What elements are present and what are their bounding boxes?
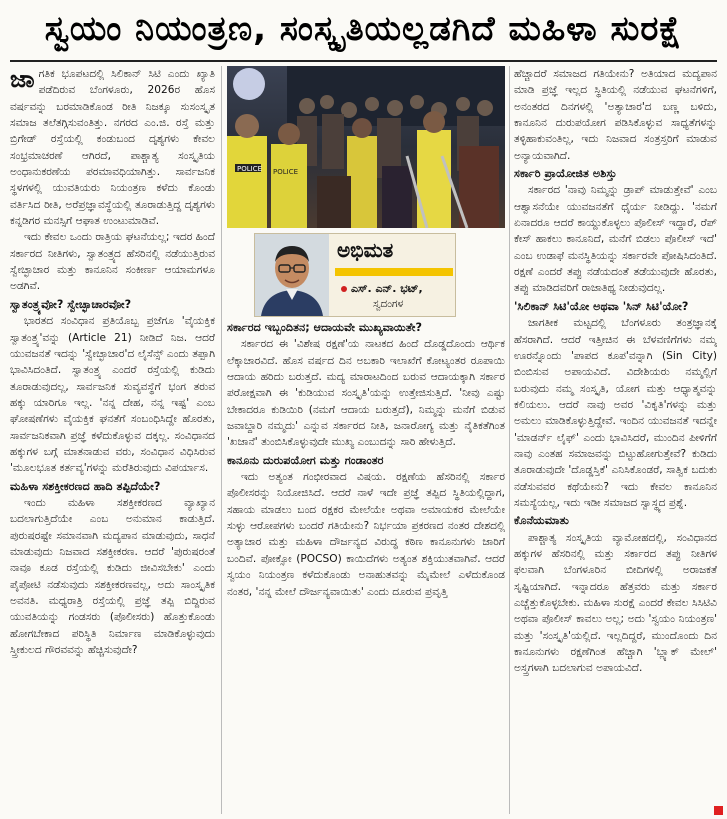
news-photo <box>227 66 505 228</box>
paragraph: ಸರ್ಕಾರದ ಈ 'ವಿಶೇಷ ರಕ್ಷಣೆ'ಯ ನಾಟಕದ ಹಿಂದೆ ದೊಡ್ಡದೊಂದು ಆರ್ಥಿಕ ಲೆಕ್ಕಾಚಾರವಿದೆ. ಹೊಸ ವರ್ಷದ ದಿನ ಅಬಕಾರಿ ಇಲಾಖೆಗೆ ಕೋಟ್ಯಂತರ ರೂಪಾಯಿ ಆದಾಯ ಹರಿದು ಬರುತ್ತದೆ. ಮದ್ಯ ಮಾರಾಟದಿಂದ ಬರುವ ಆದಾಯಕ್ಕಾಗಿ ಸರ್ಕಾರ ಪರೋಕ್ಷವಾಗಿ ಈ 'ಕುಡಿಯುವ ಸಂಸ್ಕೃತಿ'ಯನ್ನು ಉತ್ತೇಜಿಸುತ್ತಿದೆ. 'ನೀವು ಎಷ್ಟು ಬೇಕಾದರೂ ಕುಡಿಯಿರಿ (ನಮಗೆ ಆದಾಯ ಬರುತ್ತದೆ), ನಿಮ್ಮನ್ನು ಮನೆಗೆ ಬಿಡುವ ಜವಾಬ್ದಾರಿ ನಮ್ಮದು' ಎನ್ನುವ ಸರ್ಕಾರದ ನೀತಿ, ಜನಾರೋಗ್ಯ ಮತ್ತು ನೈತಿಕತೆಗಿಂತ 'ಖಜಾನೆ' ತುಂಬಿಸಿಕೊಳ್ಳುವುದೇ ಮುಖ್ಯ ಎಂಬುದನ್ನು ಸಾರಿ ಹೇಳುತ್ತಿದೆ. <box>227 338 505 449</box>
paragraph: ಜಾಗತಿಕ ಭೂಪಟದಲ್ಲಿ ಸಿಲಿಕಾನ್ ಸಿಟಿ ಎಂದು ಖ್ಯಾತಿ ಪಡೆದಿರುವ ಬೆಂಗಳೂರು, 2026ರ ಹೊಸ ವರ್ಷವನ್ನು ಬರಮಾಡಿಕೊಂಡ ರೀತಿ ನಿಜಕ್ಕೂ ಸುಸಂಸ್ಕೃತ ಸಮಾಜ ತಲೆತಗ್ಗಿಸುವಂತಿತ್ತು. ನಗರದ ಎಂ.ಜಿ. ರಸ್ತೆ ಮತ್ತು ಬ್ರಿಗೇಡ್ ರಸ್ತೆಯಲ್ಲಿ ಕಂಡುಬಂದ ದೃಶ್ಯಗಳು ಕೇವಲ ಸಂಭ್ರಮಾಚರಣೆ ಆಗಿರದೆ, ಪಾಶ್ಚಾತ್ಯ ಸಂಸ್ಕೃತಿಯ ಅಂಧಾನುಕರಣೆಯ ಪರಮಾವಧಿಯಾಗಿತ್ತು. ಸಾರ್ವಜನಿಕ ಸ್ಥಳಗಳಲ್ಲಿ ಯುವತಿಯರು ನಿಯಂತ್ರಣ ಕಳೆದು ಕೊಂಡು ವರ್ತಿಸಿದ ರೀತಿ, ಅರೆಪ್ರಜ್ಞಾವಸ್ಥೆಯಲ್ಲಿ ತೂರಾಡುತ್ತಿದ್ದ ದೃಶ್ಯಗಳು ಕನ್ನಡಿಗರ ಮನಸ್ಸಿಗೆ ಆಘಾತ ಉಂಟುಮಾಡಿವೆ. <box>10 66 215 228</box>
article-column-1 <box>10 66 215 814</box>
svg-text:POLICE: POLICE <box>273 168 299 176</box>
column-divider <box>221 66 222 814</box>
headline: ಸ್ವಯಂ ನಿಯಂತ್ರಣ, ಸಂಸ್ಕೃತಿಯಲ್ಲಡಗಿದೆ ಮಹಿಳಾ ಸುರಕ್ಷೆ <box>44 9 683 49</box>
author-location: ಸ್ವದಂಗಳ <box>373 298 404 310</box>
paragraph: ಇದು ಕೇವಲ ಒಂದು ರಾತ್ರಿಯ ಘಟನೆಯಲ್ಲ; ಇದರ ಹಿಂದೆ ಸರ್ಕಾರದ ನೀತಿಗಳು, ಸ್ವಾತಂತ್ರ್ಯದ ಹೆಸರಿನಲ್ಲಿ ನಡೆಯುತ್ತಿರುವ ಸ್ವೇಚ್ಛಾಚಾರ ಮತ್ತು ಕಾನೂನಿನ ಸಂಕೀರ್ಣ ಆಯಾಮಗಳೂ ಅಡಗಿವೆ. <box>10 231 215 293</box>
paragraph: ಇಂದು ಮಹಿಳಾ ಸಶಕ್ತೀಕರಣದ ವ್ಯಾಖ್ಯಾನ ಬದಲಾಗುತ್ತಿದೆಯೇ ಎಂಬ ಅನುಮಾನ ಕಾಡುತ್ತಿದೆ. ಪುರುಷರಷ್ಟೇ ಸಮಾನವಾಗಿ ಮದ್ಯಪಾನ ಮಾಡುವುದು, ಸಾಧನೆ ಮಾಡುವುದು ನಿಜವಾದ ಸಶಕ್ತೀಕರಣ. ಆದರೆ 'ಪುರುಷರಂತೆ ನಾವೂ ಕೂಡ ರಸ್ತೆಯಲ್ಲಿ ಕುಡಿದು ಜೀವಿಸಬೇಕು' ಎಂದು ಪೈಪೋಟಿ ನಡೆಸುವುದು ಸಶಕ್ತೀಕರಣವಲ್ಲ, ಅದು ಸಾಂಸ್ಕೃತಿಕ ಅವನತಿ. ಮಧ್ಯರಾತ್ರಿ ರಸ್ತೆಯಲ್ಲಿ ಪ್ರಜ್ಞೆ ತಪ್ಪಿ ಬಿದ್ದಿರುವ ಯುವತಿಯನ್ನು ಗಂಡಸರು (ಪೊಲೀಸರು) ಹೊತ್ತುಕೊಂಡು ಹೋಗಬೇಕಾದ ಪರಿಸ್ಥಿತಿ ನಿರ್ಮಾಣ ಮಾಡಿಕೊಳ್ಳುವುದು ಸ್ತ್ರೀಕುಲದ ಗೌರವವನ್ನು ಹೆಚ್ಚಿಸುವುದೇ? <box>10 496 215 657</box>
paragraph: ಭಾರತದ ಸಂವಿಧಾನ ಪ್ರತಿಯೊಬ್ಬ ಪ್ರಜೆಗೂ 'ವೈಯಕ್ತಿಕ ಸ್ವಾತಂತ್ರ್ಯ'ವನ್ನು (Article 21) ನೀಡಿದೆ ನಿಜ. ಆದರೆ ಯುವಜನತೆ ಇದನ್ನು 'ಸ್ವೇಚ್ಛಾಚಾರ'ದ ಲೈಸೆನ್ಸ್ ಎಂದು ತಪ್ಪಾಗಿ ಭಾವಿಸಿದಂತಿದೆ. ಸ್ವಾತಂತ್ರ್ಯ ಎಂದರೆ ರಸ್ತೆಯಲ್ಲಿ ಕುಡಿದು ತೂರಾಡುವುದಲ್ಲ, ಸಾರ್ವಜನಿಕ ಸುವ್ಯವಸ್ಥೆಗೆ ಭಂಗ ತರುವ ಹಕ್ಕು ಯಾರಿಗೂ ಇಲ್ಲ. 'ನನ್ನ ದೇಹ, ನನ್ನ ಇಷ್ಟ' ಎಂಬ ಘೋಷಣೆಗಳು ವೈಯಕ್ತಿಕ ಘನತೆಗೆ ಸಂಬಂಧಿಸಿದ್ದೇ ಹೊರತು, ಸಾರ್ವಜನಿಕವಾಗಿ ಪ್ರಜ್ಞೆ ಕಳೆದುಕೊಳ್ಳುವ ದಕ್ಕಲ್ಲ. ಸಂವಿಧಾನದ ಹಕ್ಕುಗಳ ಬಗ್ಗೆ ಮಾತನಾಡುವ ವರು, ಸಂವಿಧಾನ ವಿಧಿಸಿರುವ 'ಮೂಲಭೂತ ಕರ್ತವ್ಯ'ಗಳನ್ನು ಮರೆತಿರುವುದು ವಿಪರ್ಯಾಸ. <box>10 315 215 475</box>
headline-rule <box>10 60 717 62</box>
subheading: ಸ್ವಾತಂತ್ರ್ಯವೋ? ಸ್ವೇಚ್ಛಾಚಾರವೋ? <box>10 297 132 311</box>
paragraph: ಇದು ಅತ್ಯಂತ ಗಂಭೀರವಾದ ವಿಷಯ. ರಕ್ಷಣೆಯ ಹೆಸರಿನಲ್ಲಿ ಸರ್ಕಾರ ಪೊಲೀಸರನ್ನು ನಿಯೋಜಿಸಿದೆ. ಆದರೆ ನಾಳೆ ಇದೇ ಪ್ರಜ್ಞೆ ತಪ್ಪಿದ ಸ್ಥಿತಿಯಲ್ಲಿದ್ದಾಗ, ಸಹಾಯ ಮಾಡಲು ಬಂದ ರಕ್ಷಕರ ಮೇಲೆಯೇ ಅಥವಾ ಅಮಾಯಕರ ಮೇಲೆಯೇ ಸುಳ್ಳು ಆರೋಪಗಳು ಬಂದರೆ ಗತಿಯೇನು? ನಿರ್ಭಯಾ ಪ್ರಕರಣದ ನಂತರ ದೇಶದಲ್ಲಿ ಅತ್ಯಾಚಾರ ಮತ್ತು ಮಹಿಳಾ ದೌರ್ಜನ್ಯದ ವಿರುದ್ಧ ಕಠಿಣ ಕಾನೂನುಗಳು ಜಾರಿಗೆ ಬಂದಿವೆ. ಪೋಕ್ಸೋ (POCSO) ಕಾಯಿದೆಗಳು ಅತ್ಯಂತ ಶಕ್ತಿಯುತವಾಗಿವೆ. ಆದರೆ ಸ್ವಯಂ ನಿಯಂತ್ರಣ ಕಳೆದುಕೊಂಡು ಅನಾಹುತವನ್ನು ಮೈಮೇಲೆ ಎಳೆದುಕೊಂಡ ನಂತರ, 'ನನ್ನ ಮೇಲೆ ದೌರ್ಜನ್ಯವಾಯಿತು' ಎಂದು ದೂರುವ ಪ್ರವೃತ್ತಿ <box>227 471 505 598</box>
subheading: ಸರ್ಕಾರಿ ಪ್ರಾಯೋಜಿತ ಅಶಿಸ್ತು <box>514 167 617 181</box>
subheading: ಕಾನೂನು ದುರುಪಯೋಗ ಮತ್ತು ಗಂಡಾಂತರ <box>227 453 384 467</box>
paragraph: ಸರ್ಕಾರದ 'ನಾವು ನಿಮ್ಮನ್ನು ಡ್ರಾಪ್ ಮಾಡುತ್ತೇವೆ' ಎಂಬ ಆಶ್ವಾಸನೆಯೇ ಯುವಜನತೆಗೆ ಧೈರ್ಯ ನೀಡಿದ್ದು. 'ನಮಗೆ ಏನಾದರೂ ಆದರೆ ಕಾಯ್ದುಕೊಳ್ಳಲು ಪೊಲೀಸ್ ಇದ್ದಾರೆ, ರೆಪ್ ಕೇಸ್ ಹಾಕಲು ಕಾನೂನಿದೆ, ಮನೆಗೆ ಬಿಡಲು ಪೊಲೀಸ್ ಇದೆ' ಎಂಬ ಉಡಾಫೆ ಮನಸ್ಥಿತಿಯನ್ನು ಸರ್ಕಾರವೇ ಪೋಷಿಸಿದಂತಿದೆ. ರಕ್ಷಣೆ ಎಂದರೆ ತಪ್ಪು ನಡೆಯದಂತೆ ತಡೆಯುವುದೇ ಹೊರತು, ತಪ್ಪು ಮಾಡಿದವರಿಗೆ ರಾಜಾತಿಥ್ಯ ನೀಡುವುದಲ್ಲ. <box>514 184 717 295</box>
svg-text:POLICE: POLICE <box>237 165 263 173</box>
bullet-dot-icon <box>341 286 347 292</box>
subheading: 'ಸಿಲಿಕಾನ್ ಸಿಟಿ'ಯೋ ಅಥವಾ 'ಸಿನ್ ಸಿಟಿ'ಯೋ? <box>514 299 689 313</box>
article-column-3 <box>514 66 717 814</box>
opinion-box <box>254 233 456 317</box>
paragraph: ಹೆಚ್ಚಾದರೆ ಸಮಾಜದ ಗತಿಯೇನು? ಅತಿಯಾದ ಮದ್ಯಪಾನ ಮಾಡಿ ಪ್ರಜ್ಞೆ ಇಲ್ಲದ ಸ್ಥಿತಿಯಲ್ಲಿ ನಡೆಯುವ ಘಟನೆಗಳಿಗೆ, ಅನಂತರದ ದಿನಗಳಲ್ಲಿ 'ಅತ್ಯಾಚಾರ'ದ ಬಣ್ಣ ಬಳಿದು, ಕಾನೂನಿನ ದುರುಪಯೋಗ ಪಡಿಸಿಕೊಳ್ಳುವ ಸಾಧ್ಯತೆಗಳನ್ನು ತಳ್ಳಿಹಾಕುವಂತಿಲ್ಲ, ಇದು ನಿಜವಾದ ಸಂತ್ರಸ್ತರಿಗೆ ಮಾಡುವ ಅನ್ಯಾಯವಾಗಿದೆ. <box>514 68 717 162</box>
paragraph: ಜಾಗತೀಕ ಮಟ್ಟದಲ್ಲಿ ಬೆಂಗಳೂರು ತಂತ್ರಜ್ಞಾನಕ್ಕೆ ಹೆಸರಾಗಿದೆ. ಆದರೆ ಇತ್ತೀಚಿನ ಈ ಬೆಳವಣಿಗೆಗಳು ನಮ್ಮ ಊರನ್ನೊಂದು 'ಪಾಪದ ಕೂಪ'ವನ್ನಾಗಿ (Sin City) ಬಿಂಬಿಸುವ ಅಪಾಯವಿದೆ. ವಿದೇಶಿಯರು ನಮ್ಮಲ್ಲಿಗೆ ಬರುವುದು ನಮ್ಮ ಸಂಸ್ಕೃತಿ, ಯೋಗ ಮತ್ತು ಆಧ್ಯಾತ್ಮವನ್ನು ಕಲಿಯಲು. ಆದರೆ ನಾವು ಅವರ 'ವಿಕೃತಿ'ಗಳನ್ನು ಮತ್ತು ಅಮಲು ಮಾಡಿಕೊಳ್ಳುತ್ತಿದ್ದೇವೆ. ಇಂದಿನ ಯುವಜನತೆ ಇದನ್ನೇ 'ಮಾಡರ್ನ್ ಲೈಫ್' ಎಂದು ಭಾವಿಸಿದರೆ, ಮುಂದಿನ ಪೀಳಿಗೆಗೆ ನಾವು ಎಂತಹ ಸಮಾಜವನ್ನು ಬಿಟ್ಟುಹೋಗುತ್ತೇವೆ? ಕುಡಿದು ತೂರಾಡುವುದೇ 'ದೊಡ್ಡಸ್ತಿಕೆ' ಎನಿಸಿಕೊಂಡರೆ, ಸಾತ್ವಿಕ ಬದುಕು ನಡೆಸುವವರ ಕಥೆಯೇನು? ಇದು ಕೇವಲ ಕಾನೂನಿನ ಸಮಸ್ಯೆಯಲ್ಲ, ಇದು ಇಡೀ ಸಮಾಜದ ಸ್ವಾಸ್ಥ್ಯದ ಪ್ರಶ್ನೆ. <box>514 317 717 509</box>
opinion-accent-bar <box>335 268 453 276</box>
end-mark-icon <box>714 806 723 815</box>
author-photo <box>255 234 329 316</box>
crowd-photo-illustration <box>227 66 505 228</box>
column-divider <box>509 66 510 814</box>
author-portrait-icon <box>255 234 329 316</box>
subheading: ಮಹಿಳಾ ಸಶಕ್ತೀಕರಣದ ಹಾದಿ ತಪ್ಪಿದೆಯೇ? <box>10 479 161 493</box>
drop-cap: ಜಾ <box>10 66 35 93</box>
article-column-2 <box>227 318 505 814</box>
subheading: ಸರ್ಕಾರದ ಇಬ್ಬಂದಿತನ; ಆದಾಯವೇ ಮುಖ್ಯವಾಯಿತೇ? <box>227 321 422 334</box>
subheading: ಕೊನೆಯಮಾತು <box>514 514 569 528</box>
opinion-title: ಅಭಿಮತ <box>337 238 394 262</box>
paragraph: ಪಾಶ್ಚಾತ್ಯ ಸಂಸ್ಕೃತಿಯ ವ್ಯಾಮೋಹದಲ್ಲಿ, ಸಂವಿಧಾನದ ಹಕ್ಕುಗಳ ಹೆಸರಿನಲ್ಲಿ ಮತ್ತು ಸರ್ಕಾರದ ತಪ್ಪು ನೀತಿಗಳ ಫಲವಾಗಿ ಬೆಂಗಳೂರಿನ ಬೀದಿಗಳಲ್ಲಿ ಅರಾಜಕತೆ ಸೃಷ್ಟಿಯಾಗಿದೆ. ಇನ್ನಾದರೂ ಹೆತ್ತವರು ಮತ್ತು ಸರ್ಕಾರ ಎಚ್ಚೆತ್ತುಕೊಳ್ಳಬೇಕು. ಮಹಿಳಾ ಸುರಕ್ಷೆ ಎಂದರೆ ಕೇವಲ ಸಿಸಿಟಿವಿ ಅಥವಾ ಪೊಲೀಸ್ ಕಾವಲು ಅಲ್ಲ; ಅದು 'ಸ್ವಯಂ ನಿಯಂತ್ರಣ' ಮತ್ತು 'ಸಂಸ್ಕೃತಿ'ಯಲ್ಲಿದೆ. ಇಲ್ಲದಿದ್ದರೆ, ಮುಂದೊಂದು ದಿನ ಕಾನೂನುಗಳು ರಕ್ಷಣೆಗಿಂತ ಹೆಚ್ಚಾಗಿ 'ಬ್ಲ್ಯಾಕ್ ಮೇಲ್' ಅಸ್ತ್ರಗಳಾಗಿ ಬದಲಾಗುವ ಅಪಾಯವಿದೆ. <box>514 531 717 675</box>
author-name: ಎಸ್. ಎನ್. ಭಟ್, <box>351 282 423 295</box>
